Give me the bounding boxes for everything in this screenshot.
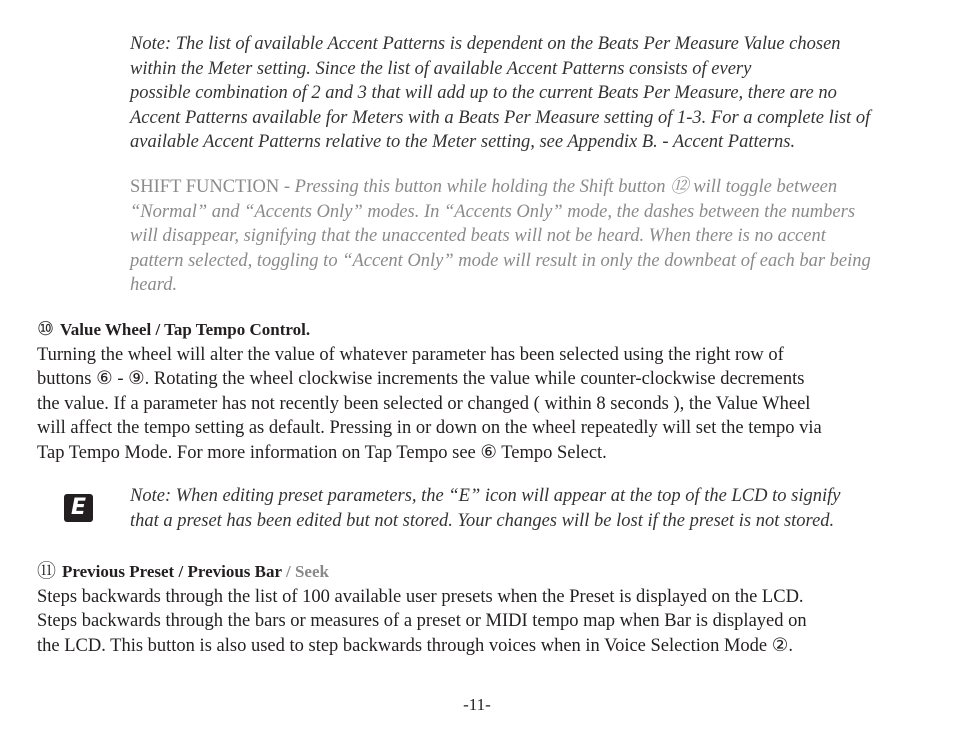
note-line: Note: When editing preset parameters, the “E” icon will appear at the top of the LCD to signify: [130, 486, 841, 506]
body-line: Turning the wheel will alter the value of whatever parameter has been selected using the right row of: [37, 344, 784, 365]
previous-preset-section: [37, 560, 917, 658]
body-line: buttons ⑥ - ⑨. Rotating the wheel clockwise increments the value while counter-clockwise decrements: [37, 369, 805, 390]
section-heading: [37, 560, 917, 585]
body-line: Steps backwards through the list of 100 available user presets when the Preset is displayed on the LCD.: [37, 586, 804, 607]
seek-label: / Seek: [281, 562, 329, 581]
note-line: Note: The list of available Accent Patterns is dependent on the Beats Per Measure Value chosen: [130, 34, 841, 54]
shift-function-label: SHIFT FUNCTION -: [130, 177, 295, 197]
note-line: Accent Patterns available for Meters with a Beats Per Measure setting of 1-3. For a complete list of: [130, 107, 871, 128]
edited-preset-note: [130, 484, 930, 533]
edit-e-icon: [64, 494, 93, 522]
shift-line: pattern selected, toggling to “Accent Only” mode will result in only the downbeat of each bar being: [130, 250, 871, 271]
note-line: that a preset has been edited but not stored. Your changes will be lost if the preset is not stored.: [130, 510, 835, 531]
shift-line: heard.: [130, 275, 178, 296]
body-line: Steps backwards through the bars or measures of a preset or MIDI tempo map when Bar is displayed on: [37, 611, 807, 632]
section-number: ⑩: [37, 319, 55, 340]
body-line: will affect the tempo setting as default. Pressing in or down on the wheel repeatedly will set the tempo via: [37, 418, 822, 439]
page-number: -11-: [463, 695, 491, 714]
value-wheel-section: [37, 318, 917, 466]
shift-line: will disappear, signifying that the unaccented beats will not be heard. When there is no accent: [130, 226, 826, 247]
note-line: available Accent Patterns relative to the Meter setting, see Appendix B. - Accent Patterns.: [130, 132, 796, 153]
shift-line: [130, 175, 930, 200]
note-line: within the Meter setting. Since the list of available Accent Patterns consists of every: [130, 58, 752, 79]
shift-text: Pressing this button while holding the Shift button ⑫ will toggle between: [294, 177, 838, 197]
shift-function-note: [130, 175, 930, 298]
accent-patterns-note: [130, 32, 930, 155]
body-line: the LCD. This button is also used to step backwards through voices when in Voice Selection Mode ②.: [37, 635, 793, 656]
e-icon-letter: E: [70, 495, 87, 520]
note-line: possible combination of 2 and 3 that will add up to the current Beats Per Measure, there are no: [130, 83, 837, 104]
body-line: the value. If a parameter has not recently been selected or changed ( within 8 seconds ), the Value Wheel: [37, 393, 811, 414]
section-number: ⑪: [37, 561, 57, 582]
section-title: Previous Preset / Previous Bar: [62, 562, 282, 581]
body-line: Tap Tempo Mode. For more information on Tap Tempo see ⑥ Tempo Select.: [37, 442, 607, 463]
shift-line: “Normal” and “Accents Only” modes. In “Accents Only” mode, the dashes between the numbers: [130, 201, 856, 222]
section-title: Value Wheel / Tap Tempo Control.: [60, 320, 311, 339]
section-heading: [37, 318, 917, 343]
